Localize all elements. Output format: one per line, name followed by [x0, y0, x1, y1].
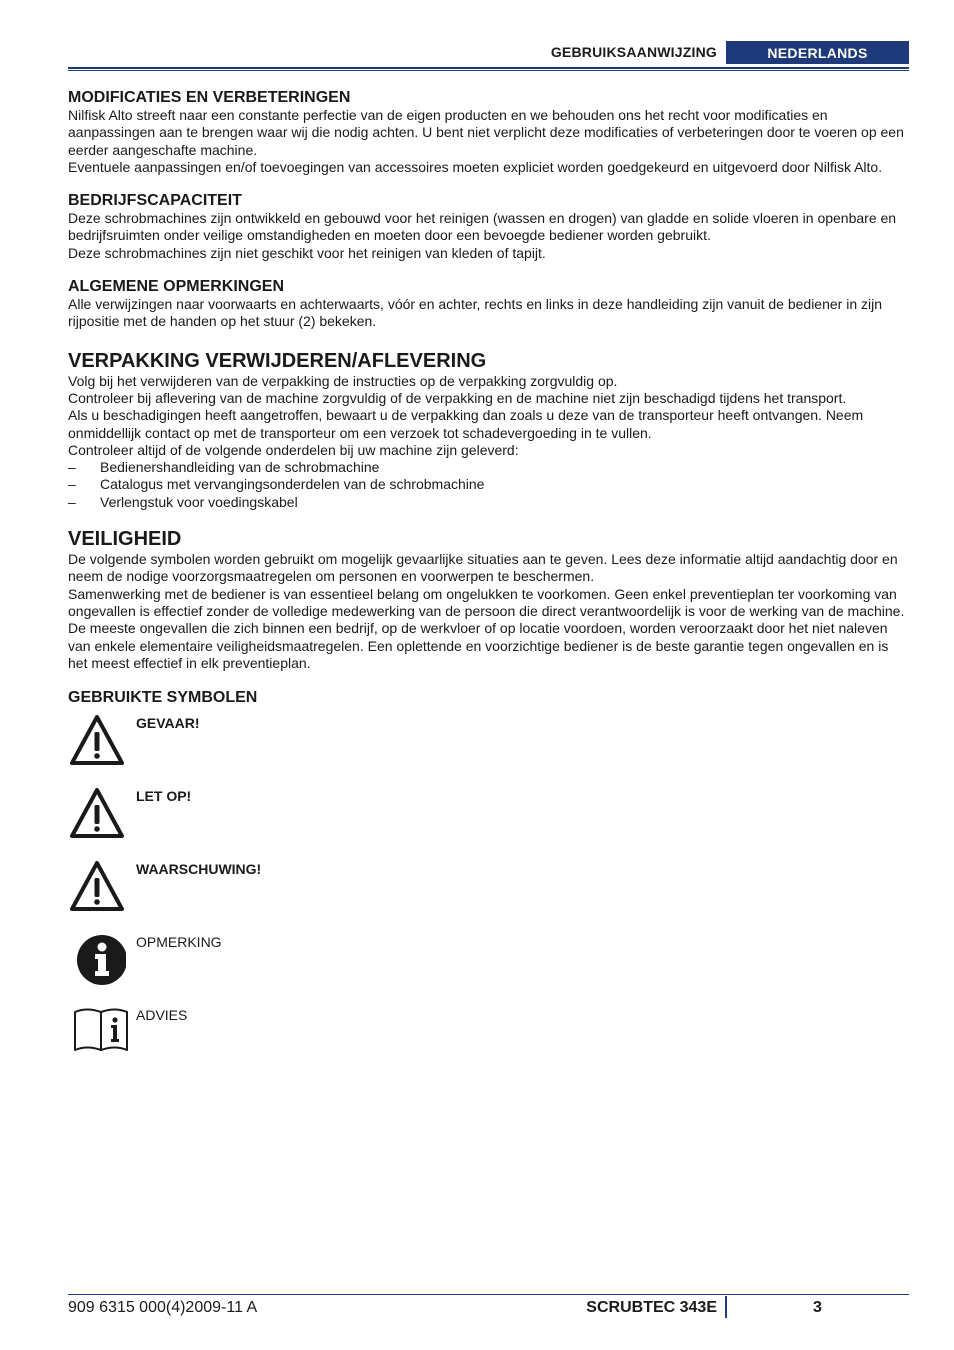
symbol-label: ADVIES [136, 1007, 188, 1024]
warning-triangle-icon [68, 786, 126, 840]
symbol-row-gevaar [68, 713, 910, 786]
paragraph: Controleer altijd of de volgende onderdelen bij uw machine zijn geleverd: [68, 441, 519, 458]
page-number: 3 [813, 1299, 822, 1316]
symbol-label: LET OP! [136, 788, 192, 805]
section-title-modificaties: MODIFICATIES EN VERBETERINGEN [68, 89, 351, 106]
delivered-parts-list [68, 459, 910, 511]
paragraph: Volg bij het verwijderen van de verpakking de instructies op de verpakking zorgvuldig op. [68, 372, 618, 389]
footer-divider [725, 1296, 727, 1318]
symbol-list [68, 713, 910, 1078]
symbol-row-opmerking [68, 932, 910, 1005]
list-item: – Verlengstuk voor voedingskabel [68, 493, 298, 510]
section-title-bedrijfscapaciteit: BEDRIJFSCAPACITEIT [68, 192, 242, 210]
paragraph: Eventuele aanpassingen en/of toevoegingen van accessoires moeten expliciet worden goedgekeurd en uitgevoerd door Nilfisk Alto. [68, 158, 883, 175]
symbol-row-let-op [68, 786, 910, 859]
paragraph: Alle verwijzingen naar voorwaarts en achterwaarts, vóór en achter, rechts en links in deze handleiding zijn vanuit de bediener in zijn rijpositie met de handen op het stuur (2) bekeken. [68, 296, 883, 330]
paragraph: Samenwerking met de bediener is van essentieel belang om ongelukken te voorkomen. Geen enkel preventieplan ter voorkoming van ongevallen is effectief zonder de volledige medewerking van de persoon die direct verantwoordelijk is voor de werking van de machine. De meeste ongevallen die zich binnen een bedrijf, op de werkvloer of op locatie voordoen, worden veroorzaakt door het niet naleven van enkele elementaire veiligheidsmaatregelen. Een oplettende en voorzichtige bediener is de beste garantie tegen ongevallen en is het meest effectief in elk preventieplan. [68, 585, 905, 671]
section-title-veiligheid: VEILIGHEID [68, 528, 182, 551]
paragraph: Nilfisk Alto streeft naar een constante perfectie van de eigen producten en we behouden ons het recht voor modificaties en aanpassingen aan te brengen waar wij die nodig achten. U bent niet verplicht deze modificaties of verbeteringen door te voeren op een eerder aangeschafte machine. [68, 107, 904, 158]
symbol-label: WAARSCHUWING! [136, 861, 262, 878]
symbol-row-waarschuwing [68, 859, 910, 932]
footer-rule [68, 1294, 909, 1295]
warning-triangle-icon [68, 713, 126, 767]
dash-bullet: – [68, 493, 76, 510]
list-item: – Bedienershandleiding van de schrobmachine [68, 459, 380, 476]
paragraph: Deze schrobmachines zijn niet geschikt voor het reinigen van kleden of tapijt. [68, 244, 546, 261]
symbol-label: OPMERKING [136, 934, 222, 951]
paragraph: Controleer bij aflevering van de machine zorgvuldig of de verpakking en de machine niet zijn beschadigd tijdens het transport. [68, 389, 847, 406]
info-circle-icon [68, 932, 126, 988]
paragraph: Deze schrobmachines zijn ontwikkeld en gebouwd voor het reinigen (wassen en drogen) van gladde en solide vloeren in openbare en bedrijfsruimten onder veilige omstandigheden en moeten door een bevoegde bediener worden gebruikt. [68, 210, 897, 244]
section-title-algemene: ALGEMENE OPMERKINGEN [68, 278, 285, 296]
warning-triangle-icon [68, 859, 126, 913]
header-doc-type: GEBRUIKSAANWIJZING [550, 44, 717, 60]
symbol-row-advies [68, 1005, 910, 1078]
symbol-label: GEVAAR! [136, 715, 200, 732]
paragraph: Als u beschadigingen heeft aangetroffen, bewaart u de verpakking dan zoals u deze van de transporteur heeft ontvangen. Neem onmiddellijk contact op met de transporteur om een verzoek tot schadevergoeding in te vullen. [68, 407, 864, 441]
footer-model-name: SCRUBTEC 343E [586, 1299, 717, 1316]
dash-bullet: – [68, 459, 76, 476]
page-content [68, 88, 910, 1078]
section-title-symbolen: GEBRUIKTE SYMBOLEN [68, 689, 258, 707]
dash-bullet: – [68, 476, 76, 493]
paragraph: De volgende symbolen worden gebruikt om mogelijk gevaarlijke situaties aan te geven. Lees deze informatie altijd aandachtig door en neem de nodige voorzorgsmaatregelen om personen en voorwerpen te beschermen. [68, 551, 898, 585]
header-rule [68, 67, 909, 71]
header-language-badge: NEDERLANDS [726, 41, 909, 64]
manual-info-icon [68, 1005, 128, 1053]
list-item: – Catalogus met vervangingsonderdelen van de schrobmachine [68, 476, 485, 493]
section-title-verpakking: VERPAKKING VERWIJDEREN/AFLEVERING [68, 349, 487, 372]
footer-doc-number: 909 6315 000(4)2009-11 A [68, 1299, 258, 1316]
